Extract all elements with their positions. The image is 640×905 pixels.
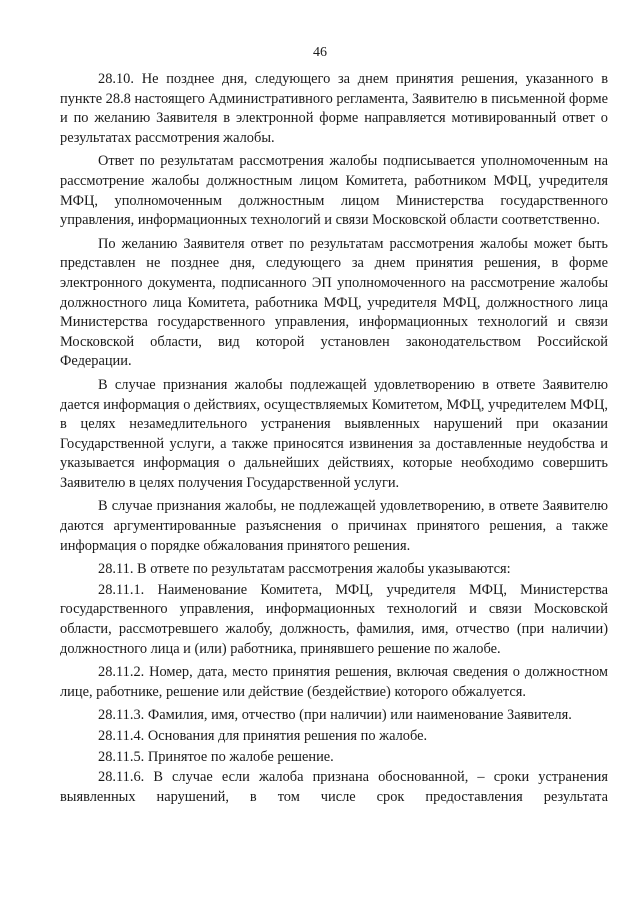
paragraph-electronic-answer: По желанию Заявителя ответ по результатам рассмотрения жалобы может быть представлен не позднее дня, следующего за днем принятия решения, в форме электронного документа, подписанного ЭП уполномоченного на рассмотрение жалобы должностного лица Комитета, работника МФЦ, учредителя МФЦ, должностного лица Министерства государственного управления, информационных технологий и связи Московской области, вид которой установлен законодательством Российской Федерации. xyxy=(60,235,608,370)
document-body xyxy=(60,70,608,811)
paragraph-28-11-1: 28.11.1. Наименование Комитета, МФЦ, учредителя МФЦ, Министерства государственного управления, информационных технологий и связи Московской области, рассмотревшего жалобу, должность, фамилия, имя, отчество (при наличии) должностного лица и (или) работника, принявшего решение по жалобе. xyxy=(60,581,608,657)
paragraph-28-11-6: 28.11.6. В случае если жалоба признана обоснованной, – сроки устранения выявленных нарушений, в том числе срок предоставления результата xyxy=(60,769,608,805)
paragraph-28-11: 28.11. В ответе по результатам рассмотрения жалобы указываются: xyxy=(98,561,511,578)
paragraph-28-11-5: 28.11.5. Принятое по жалобе решение. xyxy=(98,748,334,765)
paragraph-28-11-4: 28.11.4. Основания для принятия решения по жалобе. xyxy=(98,728,428,744)
paragraph-28-11-3: 28.11.3. Фамилия, имя, отчество (при наличии) или наименование Заявителя. xyxy=(98,707,572,724)
paragraph-answer-signature: Ответ по результатам рассмотрения жалобы подписывается уполномоченным на рассмотрение жалобы должностным лицом Комитета, работником МФЦ, учредителя МФЦ, уполномоченным должностным лицом Министерства государственного управления, информационных технологий и связи Московской области соответственно. xyxy=(60,153,608,229)
paragraph-28-10: 28.10. Не позднее дня, следующего за днем принятия решения, указанного в пункте 28.8 настоящего Административного регламента, Заявителю в письменной форме и по желанию Заявителя в электронной форме направляется мотивированный ответ о результатах рассмотрения жалобы. xyxy=(60,71,608,146)
paragraph-complaint-rejected: В случае признания жалобы, не подлежащей удовлетворению, в ответе Заявителю даются аргументированные разъяснения о причинах принятого решения, а также информация о порядке обжалования принятого решения. xyxy=(60,498,608,554)
page-number: 46 xyxy=(313,45,327,60)
paragraph-28-11-2: 28.11.2. Номер, дата, место принятия решения, включая сведения о должностном лице, работнике, решение или действие (бездействие) которого обжалуется. xyxy=(60,664,608,700)
paragraph-complaint-satisfied: В случае признания жалобы подлежащей удовлетворению в ответе Заявителю дается информация о действиях, осуществляемых Комитетом, МФЦ, учредителем МФЦ, в целях незамедлительного устранения выявленных нарушений при оказании Государственной услуги, а также приносятся извинения за доставленные неудобства и указывается информация о дальнейших действиях, которые необходимо совершить Заявителю в целях получения Государственной услуги. xyxy=(60,376,608,491)
